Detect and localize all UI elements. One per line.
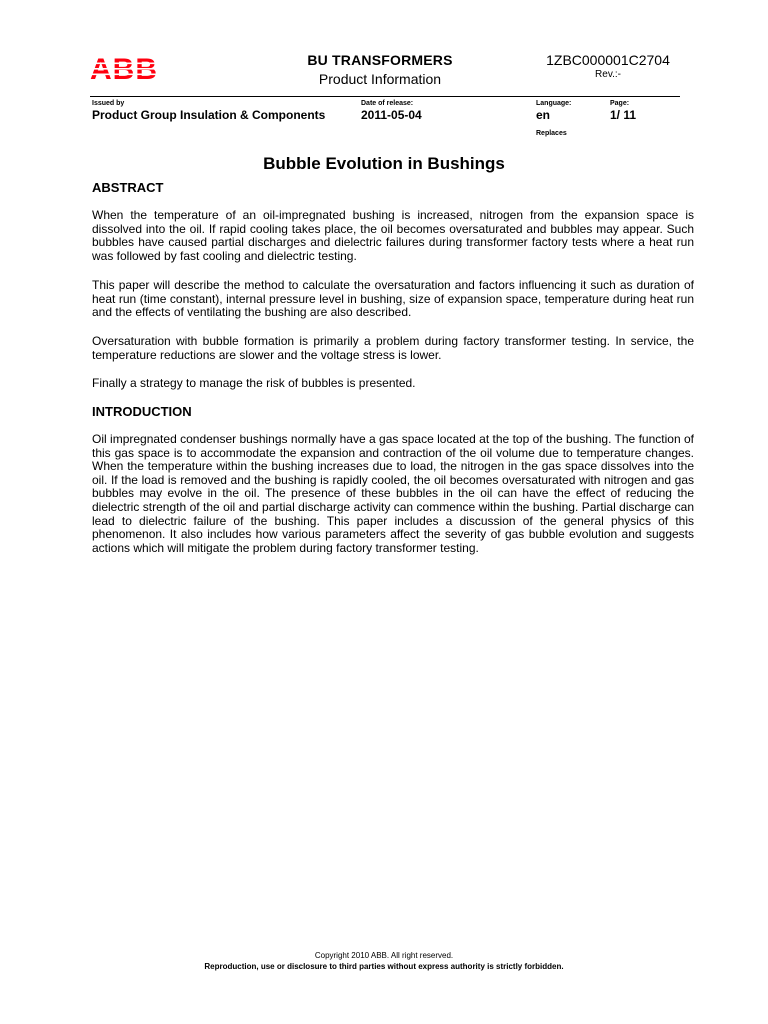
date-of-release-value: 2011-05-04 <box>361 108 422 122</box>
page-number: 1/ 11 <box>610 108 637 122</box>
issued-by-label: Issued by <box>92 100 125 107</box>
language-value: en <box>536 108 551 122</box>
issued-by-value: Product Group Insulation & Components <box>92 108 326 122</box>
business-unit-title: BU TRANSFORMERS <box>307 52 453 68</box>
document-title: Bubble Evolution in Bushings <box>263 154 505 173</box>
date-of-release-label: Date of release: <box>361 100 414 107</box>
abstract-paragraph: Finally a strategy to manage the risk of bubbles is presented. <box>92 376 416 390</box>
abb-logo <box>90 55 160 81</box>
header-divider <box>90 96 680 97</box>
footer-notice: Reproduction, use or disclosure to third parties without express authority is strictly forbidden. <box>204 962 564 971</box>
language-label: Language: <box>536 100 572 107</box>
document-revision: Rev.:- <box>595 69 621 80</box>
document-id: 1ZBC000001C2704 <box>546 52 670 68</box>
abstract-heading: ABSTRACT <box>92 180 164 195</box>
page-label: Page: <box>610 100 630 107</box>
replaces-label: Replaces <box>536 130 567 137</box>
footer-copyright: Copyright 2010 ABB. All right reserved. <box>314 951 454 960</box>
abstract-paragraph: This paper will describe the method to calculate the oversaturation and factors influencing it such as duration of heat run (time constant), internal pressure level in bushing, size of expansion space, temperature during heat run and the effects of ventilating the bushing are also described. <box>92 278 694 320</box>
introduction-paragraph: Oil impregnated condenser bushings normally have a gas space located at the top of the bushing. The function of this gas space is to accommodate the expansion and contraction of the oil volume due to temperature changes. When the temperature within the bushing increases due to load, the nitrogen in the gas space dissolves into the oil. If the load is removed and the bushing is rapidly cooled, the oil becomes oversaturated with nitrogen and gas bubbles may evolve in the oil. The presence of these bubbles in the oil can have the effect of reducing the dielectric strength of the oil and partial discharge activity can commence within the bushing. Partial discharge can lead to dielectric failure of the bushing. This paper includes a discussion of the general physics of this phenomenon. It also includes how various parameters affect the severity of gas bubble evolution and suggests actions which will mitigate the problem during factory transformer testing. <box>92 432 694 555</box>
introduction-heading: INTRODUCTION <box>92 404 192 419</box>
abstract-paragraph: Oversaturation with bubble formation is primarily a problem during factory transformer testing. In service, the temperature reductions are slower and the voltage stress is lower. <box>92 334 694 362</box>
document-type: Product Information <box>318 71 442 87</box>
abstract-paragraph: When the temperature of an oil-impregnated bushing is increased, nitrogen from the expansion space is dissolved into the oil. If rapid cooling takes place, the oil becomes oversaturated and bubbles may appear. Such bubbles have caused partial discharges and dielectric failures during transformer factory tests where a heat run was followed by fast cooling and dielectric testing. <box>92 208 694 263</box>
